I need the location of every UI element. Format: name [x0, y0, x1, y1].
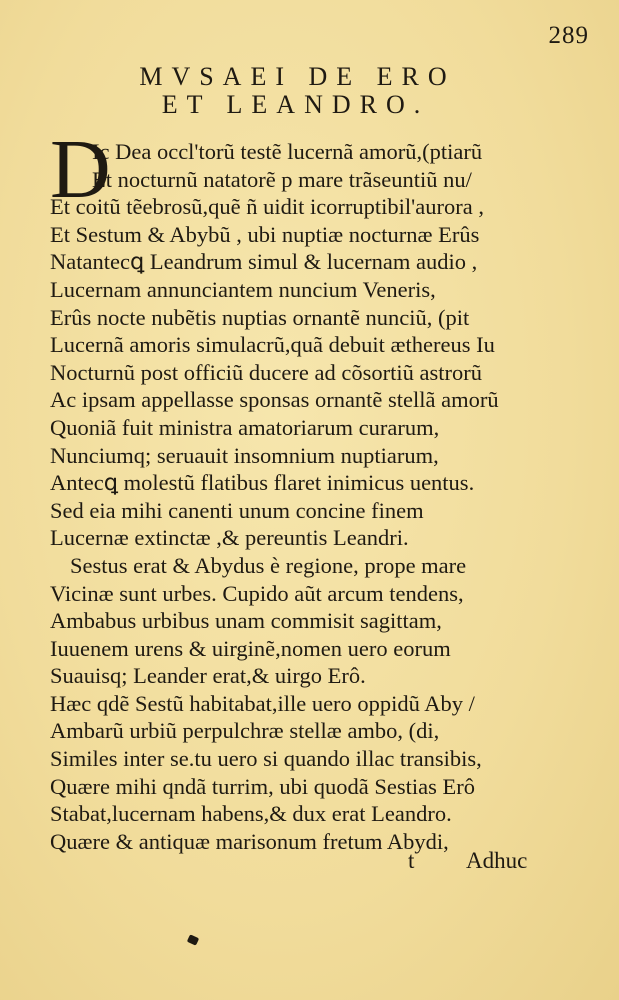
ink-mark-ornament — [187, 934, 199, 945]
text-line: Sestus erat & Abydus è regione, prope mare — [70, 552, 467, 578]
text-line: Vicinæ sunt urbes. Cupido aũt arcum tendens, — [50, 580, 464, 606]
signature-mark: t — [408, 848, 415, 873]
text-line: Quære mihi qndã turrim, ubi quodã Sestias Erô — [50, 773, 475, 799]
text-line: Nunciumq; seruauit insomnium nuptiarum, — [50, 442, 439, 468]
text-line: Et coitũ tẽebrosũ,quẽ ñ uidit icorruptibil'aurora , — [50, 194, 484, 220]
text-line: Ambabus urbibus unam commisit sagittam, — [50, 608, 442, 634]
title-line-1: MVSAEI DE ERO — [139, 62, 456, 91]
text-line: Quoniã fuit ministra amatoriarum curarum, — [50, 414, 440, 440]
catchword: Adhuc — [466, 848, 528, 873]
text-line: Lucernæ extinctæ ,& pereuntis Leandri. — [50, 525, 409, 551]
poem-text — [50, 138, 610, 855]
text-line: Quære & antiquæ marisonum fretum Abydi, — [50, 828, 449, 854]
drop-cap-initial: D — [50, 123, 111, 216]
text-line: Sed eia mihi canenti unum concine finem — [50, 497, 424, 523]
catchword-row — [408, 848, 608, 874]
text-line: Hæc qdẽ Sestũ habitabat,ille uero oppidũ Aby / — [50, 690, 475, 716]
text-line: Lucernã amoris simulacrũ,quã debuit æthereus Iu — [50, 332, 495, 358]
text-line: Lucernam annunciantem nuncium Veneris, — [50, 276, 436, 302]
text-line: Ac ipsam appellasse sponsas ornantẽ stellã amorũ — [50, 387, 499, 413]
text-line: Similes inter se.tu uero si quando illac transibis, — [50, 746, 482, 772]
text-line: Et nocturnũ natatorẽ p mare trãseuntiũ nu/ — [92, 166, 472, 192]
text-line: Nocturnũ post officiũ ducere ad cõsortiũ astrorũ — [50, 359, 482, 385]
text-line: Ic Dea occl'torũ testẽ lucernã amorũ,(ptiarũ — [92, 139, 483, 164]
text-line: Antecꝗ molestũ flatibus flaret inimicus uentus. — [50, 470, 475, 496]
title-line-2: ET LEANDRO. — [161, 90, 430, 119]
text-line: Stabat,lucernam habens,& dux erat Leandro. — [50, 801, 452, 827]
text-line: Et Sestum & Abybũ , ubi nuptiæ nocturnæ Erûs — [50, 221, 480, 247]
text-line: Suauisq; Leander erat,& uirgo Erô. — [50, 663, 366, 689]
text-line: Iuuenem urens & uirginẽ,nomen uero eorum — [50, 635, 451, 661]
text-line: Erûs nocte nubẽtis nuptias ornantẽ nunciũ, (pit — [50, 304, 470, 330]
text-line: Natantecꝗ Leandrum simul & lucernam audio , — [50, 249, 478, 275]
page-number: 289 — [548, 22, 589, 49]
text-line: Ambarũ urbiũ perpulchræ stellæ ambo, (di, — [50, 718, 440, 744]
